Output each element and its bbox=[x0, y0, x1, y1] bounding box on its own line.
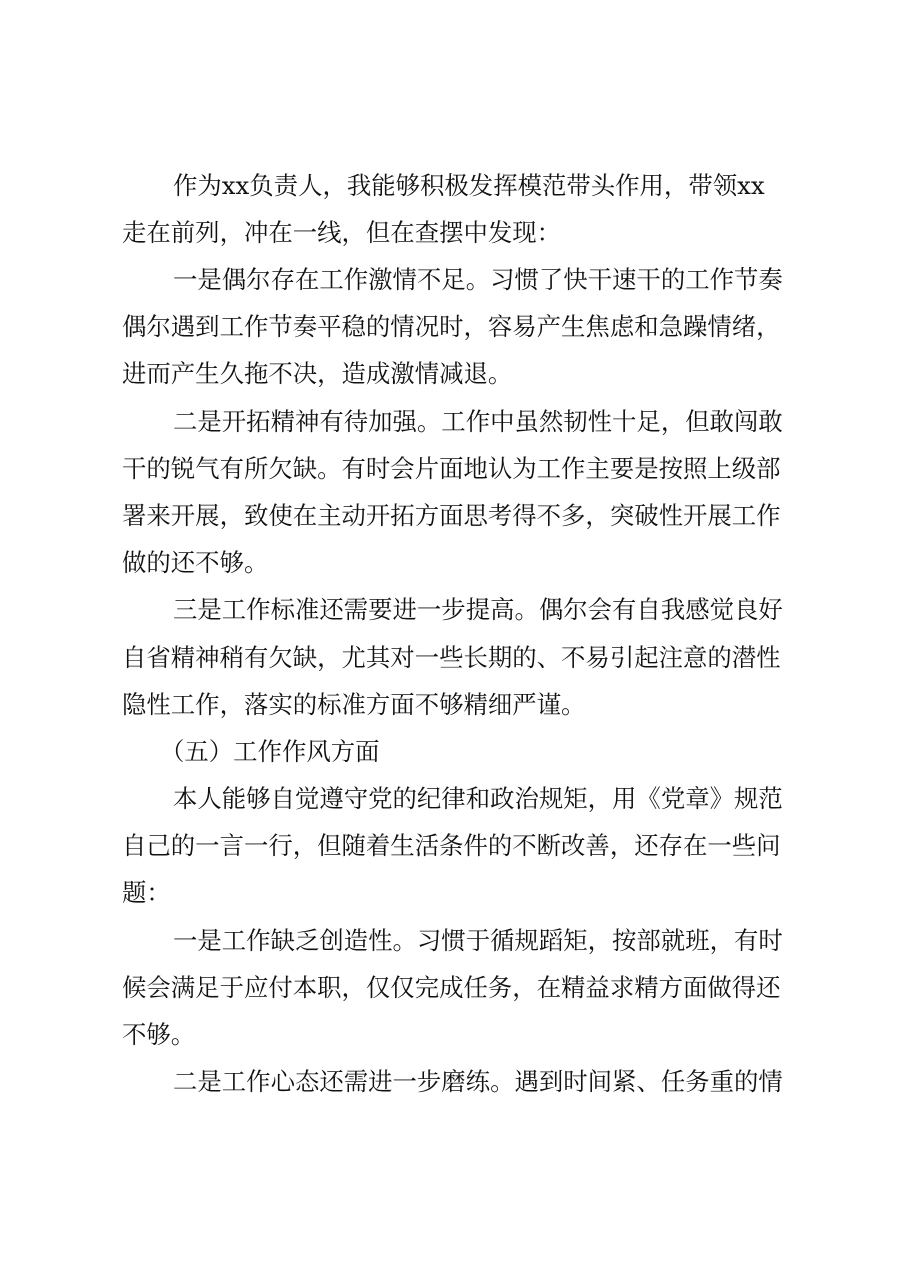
text-line: 二是开拓精神有待加强。工作中虽然韧性十足，但敢闯敢 bbox=[173, 407, 783, 436]
section-heading: （五）工作作风方面 bbox=[160, 737, 380, 766]
text-line: 干的锐气有所欠缺。有时会片面地认为工作主要是按照上级部 bbox=[122, 454, 781, 483]
text-line: 二是工作心态还需进一步磨练。遇到时间紧、任务重的情 bbox=[173, 1067, 783, 1096]
text-line: 一是偶尔存在工作激情不足。习惯了快干速干的工作节奏 bbox=[173, 265, 783, 294]
text-line: 进而产生久拖不决，造成激情减退。 bbox=[122, 359, 513, 388]
text-line: 做的还不够。 bbox=[122, 548, 269, 577]
text-line: 隐性工作，落实的标准方面不够精细严谨。 bbox=[122, 690, 586, 719]
text-line: 偶尔遇到工作节奏平稳的情况时，容易产生焦虑和急躁情绪， bbox=[122, 312, 781, 341]
text-line: 三是工作标准还需要进一步提高。偶尔会有自我感觉良好 bbox=[173, 595, 783, 624]
text-line: 走在前列，冲在一线，但在查摆中发现： bbox=[122, 218, 562, 247]
text-line: 题： bbox=[122, 878, 171, 907]
text-line: 本人能够自觉遵守党的纪律和政治规矩，用《党章》规范 bbox=[173, 784, 783, 813]
text-line: 一是工作缺乏创造性。习惯于循规蹈矩，按部就班，有时 bbox=[173, 926, 783, 955]
text-line: 自己的一言一行，但随着生活条件的不断改善，还存在一些问 bbox=[122, 831, 781, 860]
text-line: 署来开展，致使在主动开拓方面思考得不多，突破性开展工作 bbox=[122, 501, 781, 530]
text-line: 候会满足于应付本职，仅仅完成任务，在精益求精方面做得还 bbox=[122, 973, 781, 1002]
text-line: 自省精神稍有欠缺，尤其对一些长期的、不易引起注意的潜性 bbox=[122, 643, 781, 672]
text-line: 作为xx负责人，我能够积极发挥模范带头作用，带领xx bbox=[173, 171, 765, 200]
text-line: 不够。 bbox=[122, 1020, 196, 1049]
